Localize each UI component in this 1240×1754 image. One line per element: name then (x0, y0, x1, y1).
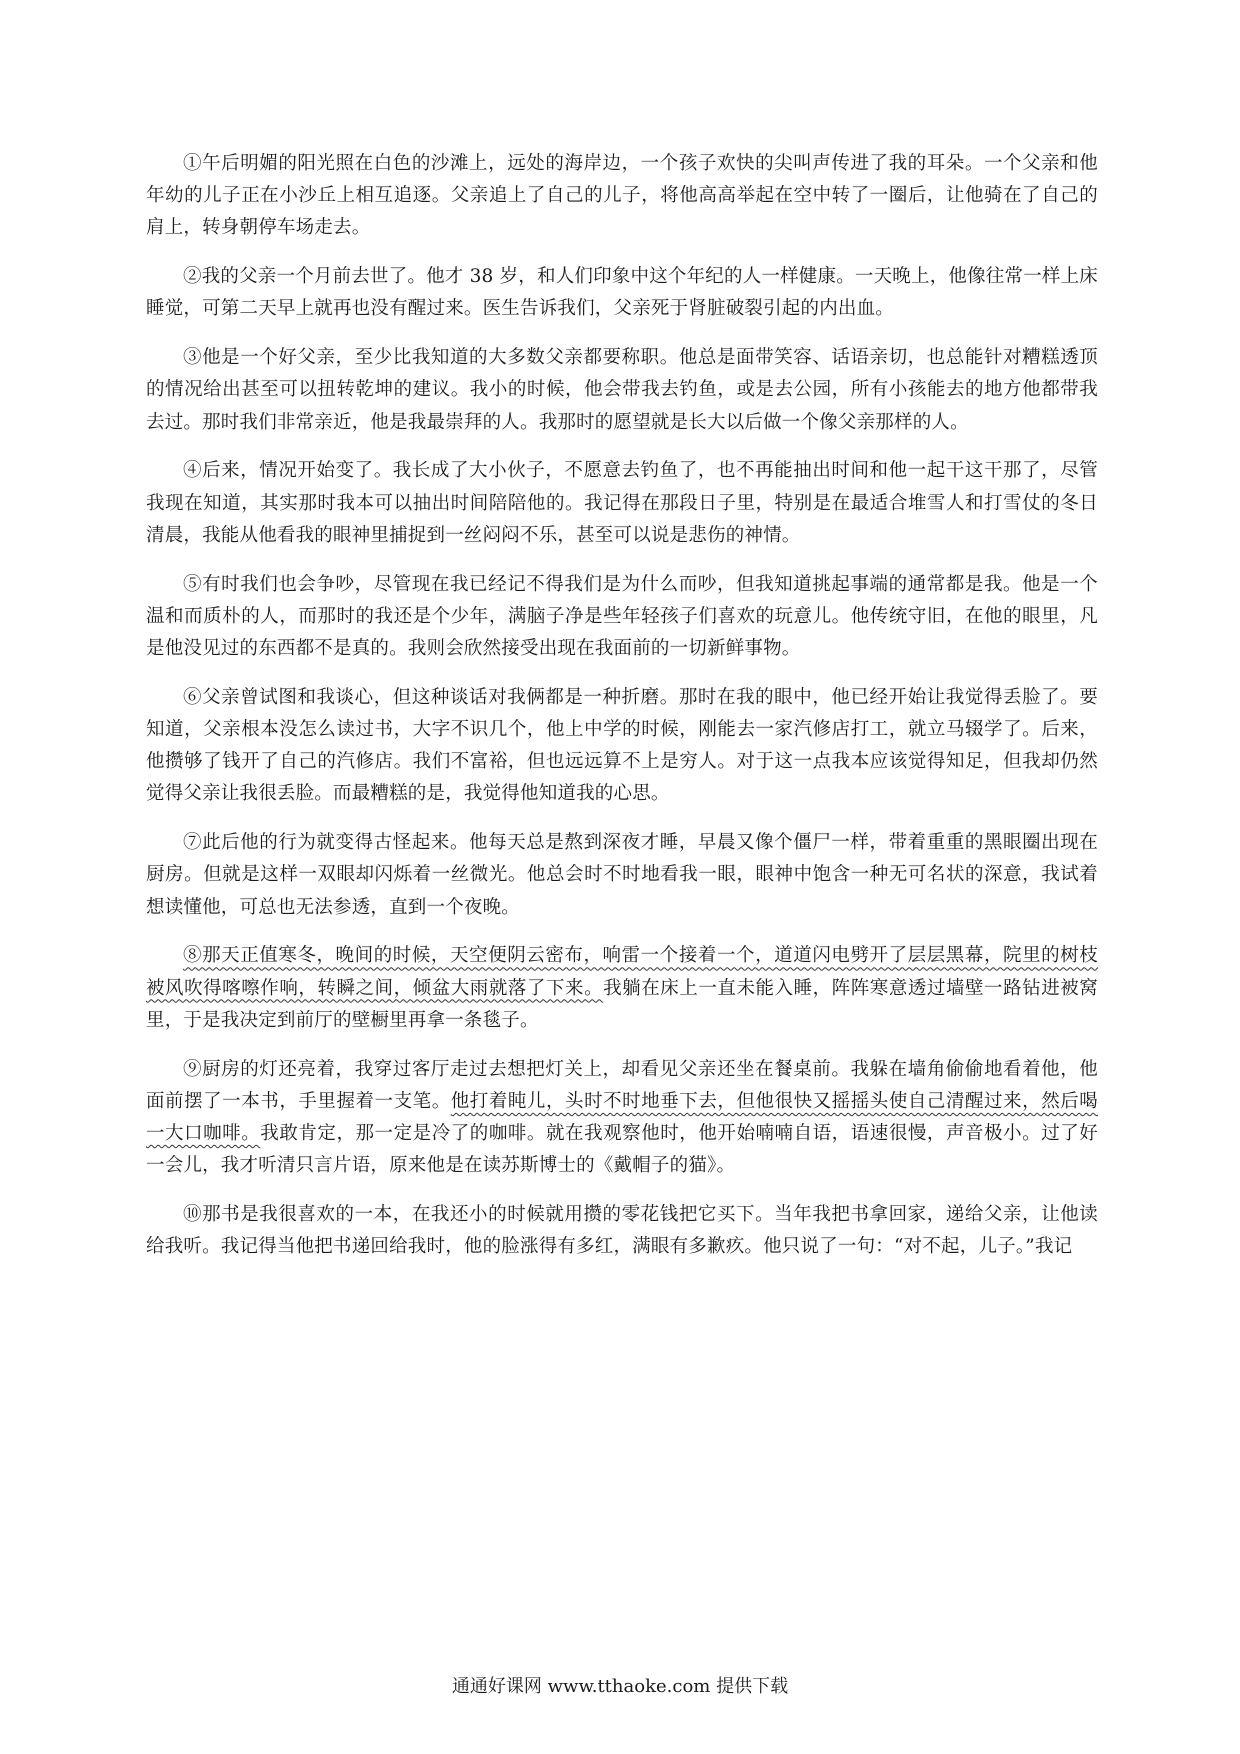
paragraph-1 (146, 148, 1098, 245)
paragraph-text: ③他是一个好父亲，至少比我知道的大多数父亲都要称职。他总是面带笑容、话语亲切，也总能针对糟糕透顶的情况给出甚至可以扭转乾坤的建议。我小的时候，他会带我去钓鱼，或是去公园，所有小孩能去的地方他都带我去过。那时我们非常亲近，他是我最崇拜的人。我那时的愿望就是长大以后做一个像父亲那样的人。 (146, 347, 1098, 433)
paragraph-text: ⑤有时我们也会争吵，尽管现在我已经记不得我们是为什么而吵，但我知道挑起事端的通常都是我。他是一个温和而质朴的人，而那时的我还是个少年，满脑子净是些年轻孩子们喜欢的玩意儿。他传统守旧，在他的眼里，凡是他没见过的东西都不是真的。我则会欣然接受出现在我面前的一切新鲜事物。 (146, 573, 1098, 660)
paragraph-text: ②我的父亲一个月前去世了。他才 38 岁，和人们印象中这个年纪的人一样健康。一天晚上，他像往常一样上床睡觉，可第二天早上就再也没有醒过来。医生告诉我们，父亲死于肾脏破裂引起的内出血。 (146, 266, 1099, 320)
paragraph-5 (146, 569, 1098, 666)
underlined-sentence: 他打着盹儿，头时不时地垂下去，但他很快又摇摇头使自己清醒过来，然后喝一大口咖啡。 (146, 1090, 1098, 1145)
article-body (146, 148, 1098, 1280)
paragraph-8 (146, 940, 1098, 1037)
paragraph-7 (146, 827, 1098, 924)
paragraph-9 (146, 1054, 1098, 1183)
paragraph-text: 我敢肯定，那一定是冷了的咖啡。就在我观察他时，他开始喃喃自语，语速很慢，声音极小。过了好一会儿，我才听清只言片语，原来他是在读苏斯博士的《戴帽子的猫》。 (146, 1123, 1098, 1177)
paragraph-text: 我躺在床上一直未能入睡，阵阵寒意透过墙壁一路钻进被窝里，于是我决定到前厅的壁橱里再拿一条毯子。 (146, 977, 1098, 1031)
page-footer: 通通好课网 www.tthaoke.com 提供下载 (451, 1676, 789, 1697)
underlined-sentence: ⑧那天正值寒冬，晚间的时候，天空便阴云密布，响雷一个接着一个，道道闪电劈开了层层黑幕，院里的树枝被风吹得喀嚓作响，转瞬之间，倾盆大雨就落了下来。 (146, 945, 1098, 999)
paragraph-2 (146, 261, 1098, 325)
paragraph-text: ⑩那书是我很喜欢的一本，在我还小的时候就用攒的零花钱把它买下。当年我把书拿回家，递给父亲，让他读给我听。我记得当他把书递回给我时，他的脸涨得有多红，满眼有多歉疚。他只说了一句：“对不起，儿子。”我记 (146, 1204, 1098, 1258)
paragraph-text: ⑥父亲曾试图和我谈心，但这种谈话对我俩都是一种折磨。那时在我的眼中，他已经开始让我觉得丢脸了。要知道，父亲根本没怎么读过书，大字不识几个，他上中学的时候，刚能去一家汽修店打工，就立马辍学了。后来，他攒够了钱开了自己的汽修店。我们不富裕，但也远远算不上是穷人。对于这一点我本应该觉得知足，但我却仍然觉得父亲让我很丢脸。而最糟糕的是，我觉得他知道我的心思。 (146, 686, 1098, 805)
paragraph-3 (146, 342, 1098, 439)
paragraph-text: ④后来，情况开始变了。我长成了大小伙子，不愿意去钓鱼了，也不再能抽出时间和他一起干这干那了，尽管我现在知道，其实那时我本可以抽出时间陪陪他的。我记得在那段日子里，特别是在最适合堆雪人和打雪仗的冬日清晨，我能从他看我的眼神里捕捉到一丝闷闷不乐，甚至可以说是悲伤的神情。 (146, 460, 1098, 546)
paragraph-10 (146, 1199, 1098, 1263)
paragraph-text: ⑨厨房的灯还亮着，我穿过客厅走过去想把灯关上，却看见父亲还坐在餐桌前。我躲在墙角偷偷地看着他，他面前摆了一本书，手里握着一支笔。 (146, 1058, 1098, 1112)
paragraph-text: ⑦此后他的行为就变得古怪起来。他每天总是熬到深夜才睡，早晨又像个僵尸一样，带着重重的黑眼圈出现在厨房。但就是这样一双眼却闪烁着一丝微光。他总会时不时地看我一眼，眼神中饱含一种无可名状的深意，我试着想读懂他，可总也无法参透，直到一个夜晚。 (146, 832, 1098, 918)
paragraph-6 (146, 682, 1098, 811)
paragraph-4 (146, 455, 1098, 552)
paragraph-text: ①午后明媚的阳光照在白色的沙滩上，远处的海岸边，一个孩子欢快的尖叫声传进了我的耳朵。一个父亲和他年幼的儿子正在小沙丘上相互追逐。父亲追上了自己的儿子，将他高高举起在空中转了一圈后，让他骑在了自己的肩上，转身朝停车场走去。 (146, 153, 1098, 239)
